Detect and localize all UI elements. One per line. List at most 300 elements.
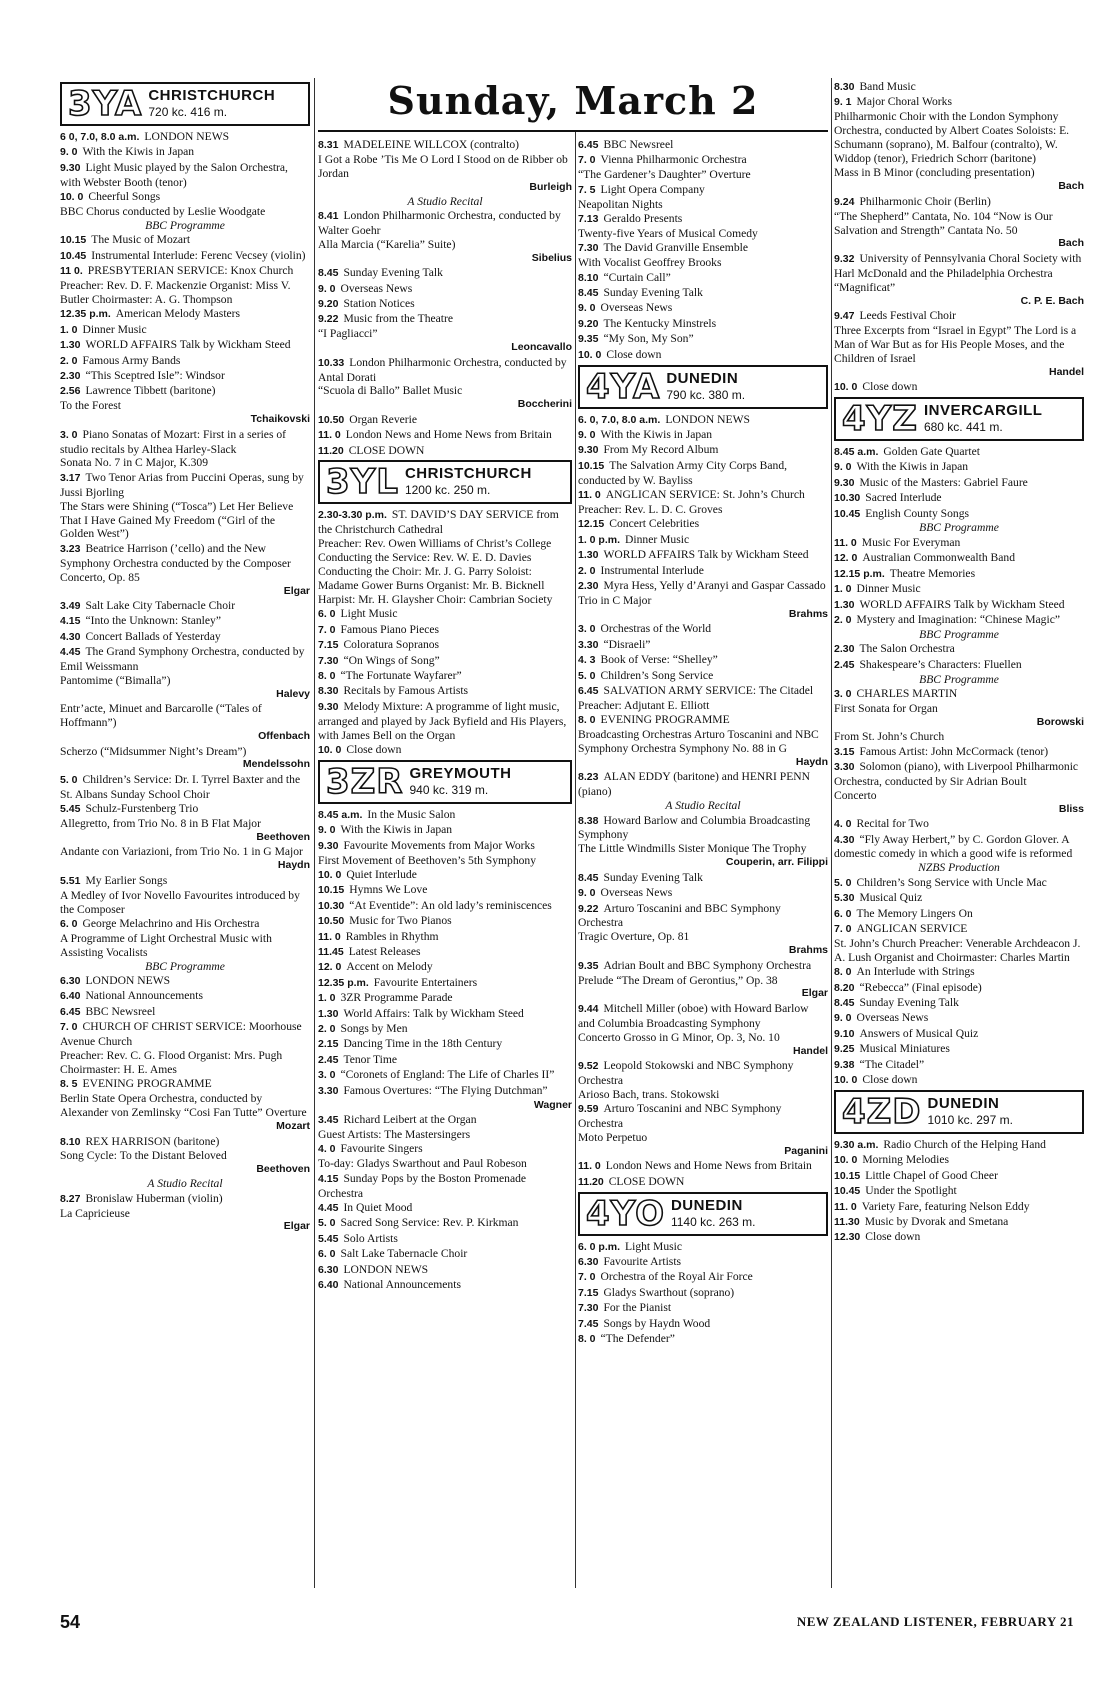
entry-title: Leeds Festival Choir xyxy=(859,309,957,322)
entry-time: 5.45 xyxy=(318,1232,339,1245)
programme-list xyxy=(578,138,828,363)
entry-time: 8.41 xyxy=(318,210,339,223)
entry-line xyxy=(834,1011,1084,1026)
entry-line xyxy=(60,802,310,817)
entry-time: 10. 0 xyxy=(318,743,342,756)
entry-time: 5. 0 xyxy=(318,1217,336,1230)
entry-time: 6.45 xyxy=(60,1005,81,1018)
column-rule xyxy=(575,132,576,1588)
entry-line xyxy=(318,700,572,743)
programme-entry xyxy=(318,312,572,355)
station-call: 3ZR xyxy=(326,761,404,802)
entry-detail: BBC Chorus conducted by Leslie Woodgate xyxy=(60,205,266,219)
programme-entry xyxy=(318,930,572,945)
entry-line xyxy=(318,1172,572,1201)
entry-title: Dinner Music xyxy=(82,322,147,336)
programme-entry xyxy=(318,976,572,991)
entry-line xyxy=(318,297,572,312)
entry-title: American Melody Masters xyxy=(115,307,241,321)
entry-line xyxy=(578,814,828,843)
entry-title: Beatrice Harrison (’cello) and the New Symphony Orchestra conducted by the Composer xyxy=(60,541,291,570)
entry-line xyxy=(60,307,310,322)
entry-line xyxy=(834,1058,1084,1073)
entry-line xyxy=(578,1286,828,1301)
entry-time: 10.15 xyxy=(834,1169,861,1182)
entry-time: 3. 0 xyxy=(318,1069,336,1082)
programme-entry xyxy=(318,1216,572,1231)
entry-composer: Mendelssohn xyxy=(242,758,310,771)
entry-line xyxy=(318,839,572,854)
entry-line xyxy=(60,471,310,500)
entry-title: Two Tenor Arias from Puccini Operas, sung by Jussi Bjorling xyxy=(60,470,304,499)
entry-detail: Guest Artists: The Mastersingers xyxy=(318,1127,471,1141)
programme-entry xyxy=(834,460,1084,475)
entry-title: Children’s Song Service xyxy=(600,668,714,682)
column-rule xyxy=(314,78,315,1588)
entry-title: Adrian Boult and BBC Symphony Orchestra xyxy=(603,958,812,972)
programme-entry xyxy=(318,1053,572,1068)
entry-line xyxy=(834,1027,1084,1042)
column-2 xyxy=(318,138,572,1293)
entry-title: “Coronets of England: The Life of Charles II” xyxy=(340,1068,555,1082)
station-frequency: 1010 kc. 297 m. xyxy=(927,1112,1013,1127)
entry-composer: Bliss xyxy=(1058,802,1084,815)
programme-entry xyxy=(60,1192,310,1235)
entry-title: Salt Lake Tabernacle Choir xyxy=(340,1247,468,1261)
entry-time: 4. 0 xyxy=(318,1143,336,1156)
entry-line xyxy=(60,989,310,1004)
entry-title: London Philharmonic Orchestra, conducted by Antal Dorati xyxy=(318,355,567,384)
entry-title: Answers of Musical Quiz xyxy=(859,1026,979,1040)
entry-time: 8.38 xyxy=(578,814,599,827)
entry-title: Bronislaw Huberman (violin) xyxy=(85,1191,223,1205)
entry-time: 2.56 xyxy=(60,385,81,398)
entry-title: The David Granville Ensemble xyxy=(603,241,748,255)
entry-time: 9.22 xyxy=(578,902,599,915)
entry-line xyxy=(834,1200,1084,1215)
entry-detail: Preacher: Rev. C. G. Flood Organist: Mrs. Pugh Choirmaster: H. E. Ames xyxy=(60,1049,283,1076)
station-logo-3zr xyxy=(318,760,572,804)
entry-line xyxy=(578,212,828,227)
entry-detail: First Movement of Beethoven’s 5th Symphony xyxy=(318,853,537,867)
programme-entry xyxy=(578,564,828,579)
entry-line xyxy=(60,323,310,338)
entry-line xyxy=(578,348,828,363)
entry-time: 6.40 xyxy=(318,1278,339,1291)
programme-entry xyxy=(834,965,1084,980)
programme-entry xyxy=(578,684,828,713)
programme-entry xyxy=(834,551,1084,566)
entry-line xyxy=(60,745,310,759)
entry-credit: A Studio Recital xyxy=(147,1177,223,1191)
entry-line xyxy=(60,542,310,571)
entry-line xyxy=(578,459,828,488)
programme-entry xyxy=(318,743,572,758)
entry-line xyxy=(60,190,310,205)
entry-detail: Pantomime (“Bimalla”) xyxy=(60,674,171,688)
programme-entry xyxy=(578,1175,828,1190)
entry-title: WORLD AFFAIRS Talk by Wickham Steed xyxy=(859,597,1065,611)
entry-title: Children’s Song Service with Uncle Mac xyxy=(856,875,1047,889)
entry-line xyxy=(578,1255,828,1270)
entry-time: 11. 0 xyxy=(834,1200,857,1213)
entry-title: In the Music Salon xyxy=(367,807,456,821)
entry-composer: Brahms xyxy=(788,607,828,620)
entry-title: The Kentucky Minstrels xyxy=(603,316,717,330)
programme-entry xyxy=(60,384,310,427)
station-logo-4zd xyxy=(834,1090,1084,1134)
entry-line xyxy=(578,332,828,347)
entry-line xyxy=(318,930,572,945)
entry-line xyxy=(578,564,828,579)
entry-time: 11. 0 xyxy=(578,489,601,502)
programme-entry xyxy=(578,959,828,1002)
entry-time: 6.30 xyxy=(318,1263,339,1276)
entry-title: An Interlude with Strings xyxy=(856,965,975,979)
entry-title: Instrumental Interlude: Ferenc Vecsey (violin) xyxy=(91,248,306,262)
entry-title: University of Pennsylvania Choral Society with Harl McDonald and the Philadelphia Orchestra xyxy=(834,251,1082,280)
programme-entry xyxy=(318,297,572,312)
entry-composer: Paganini xyxy=(784,1144,828,1157)
entry-detail: La Capricieuse xyxy=(60,1206,130,1220)
programme-entry xyxy=(318,607,572,622)
programme-entry xyxy=(318,1037,572,1052)
programme-entry xyxy=(578,153,828,182)
entry-line xyxy=(60,702,310,730)
entry-line xyxy=(318,312,572,327)
entry-line xyxy=(834,1215,1084,1230)
entry-line xyxy=(834,1153,1084,1168)
entry-line xyxy=(834,80,1084,95)
programme-entry xyxy=(834,195,1084,252)
station-call: 4YZ xyxy=(842,398,918,439)
entry-title: Dinner Music xyxy=(625,532,690,546)
programme-entry xyxy=(60,338,310,353)
entry-line xyxy=(578,1240,828,1255)
entry-time: 7.30 xyxy=(578,1302,599,1315)
programme-entry xyxy=(578,212,828,241)
entry-title: Tenor Time xyxy=(343,1052,398,1066)
entry-time: 9.52 xyxy=(578,1059,599,1072)
entry-title: Songs by Men xyxy=(340,1022,408,1036)
programme-entry xyxy=(834,507,1084,536)
entry-title: Famous Army Bands xyxy=(82,353,181,367)
entry-title: Organ Reverie xyxy=(349,412,417,426)
entry-detail: To-day: Gladys Swarthout and Paul Robeson xyxy=(318,1157,527,1171)
programme-entry xyxy=(578,713,828,770)
entry-line xyxy=(60,599,310,614)
entry-line xyxy=(318,209,572,238)
entry-line xyxy=(318,669,572,684)
entry-title: Light Music xyxy=(340,607,398,621)
entry-line xyxy=(834,730,1084,744)
entry-composer: Burleigh xyxy=(529,180,572,193)
entry-time: 3. 0 xyxy=(578,623,596,636)
entry-time: 9.35 xyxy=(578,333,599,346)
entry-line xyxy=(578,533,828,548)
entry-line xyxy=(318,914,572,929)
entry-time: 4.30 xyxy=(834,833,855,846)
entry-line xyxy=(318,960,572,975)
entry-title: Scherzo (“Midsummer Night’s Dream”) xyxy=(60,744,247,758)
station-frequency: 680 kc. 441 m. xyxy=(923,419,1003,434)
entry-time: 8.31 xyxy=(318,139,339,151)
programme-entry xyxy=(578,653,828,668)
entry-line xyxy=(318,868,572,883)
entry-time: 3.15 xyxy=(834,745,855,758)
programme-entry xyxy=(60,614,310,629)
entry-title: Instrumental Interlude xyxy=(600,563,704,577)
entry-time: 11.20 xyxy=(578,1175,604,1188)
entry-title: BBC Newsreel xyxy=(603,138,674,151)
station-call: 4ZD xyxy=(842,1091,922,1132)
entry-time: 8.10 xyxy=(578,271,599,284)
programme-entry xyxy=(60,369,310,384)
programme-entry xyxy=(578,533,828,548)
entry-time: 1. 0 xyxy=(60,323,78,336)
entry-line xyxy=(578,653,828,668)
station-city: DUNEDIN xyxy=(666,369,739,387)
programme-entry xyxy=(60,1135,310,1192)
entry-time: 10.30 xyxy=(834,492,861,505)
entry-title: Children’s Service: Dr. I. Tyrrel Baxter and the St. Albans Sunday School Choir xyxy=(60,772,301,801)
programme-entry xyxy=(834,1230,1084,1245)
programme-entry xyxy=(834,309,1084,380)
entry-composer: C. P. E. Bach xyxy=(1020,294,1084,307)
programme-entry xyxy=(318,428,572,443)
entry-title: “Fly Away Herbert,” by C. Gordon Glover. A domestic comedy in which a good wife is reformed xyxy=(834,832,1073,861)
entry-line xyxy=(318,1022,572,1037)
programme-entry xyxy=(318,868,572,883)
entry-time: 9. 0 xyxy=(318,824,336,837)
entry-line xyxy=(578,770,828,799)
entry-line xyxy=(578,1332,828,1347)
entry-time: 7. 0 xyxy=(834,922,852,935)
page-number: 54 xyxy=(60,1612,81,1632)
entry-title: Overseas News xyxy=(340,281,413,295)
programme-entry xyxy=(834,1138,1084,1153)
programme-entry xyxy=(318,883,572,898)
entry-credit: A Studio Recital xyxy=(665,799,741,813)
entry-time: 10.50 xyxy=(318,413,345,426)
programme-entry xyxy=(578,517,828,532)
entry-title: 3ZR Programme Parade xyxy=(340,991,453,1005)
entry-detail: I Got a Robe ’Tis Me O Lord I Stood on de Ribber ob Jordan xyxy=(318,152,568,180)
programme-entry xyxy=(318,282,572,297)
entry-time: 9. 0 xyxy=(578,429,596,441)
entry-title: Close down xyxy=(346,742,402,756)
entry-time: 9. 1 xyxy=(834,96,852,109)
programme-entry xyxy=(578,548,828,563)
entry-time: 4. 0 xyxy=(834,818,852,831)
programme-entry xyxy=(578,1002,828,1059)
entry-title: Mass in B Minor (concluding presentation) xyxy=(834,166,1035,180)
entry-time: 11.30 xyxy=(834,1215,860,1228)
programme-entry xyxy=(578,1102,828,1159)
entry-title: Latest Releases xyxy=(348,945,421,958)
entry-line xyxy=(60,773,310,802)
station-logo-3ya xyxy=(60,82,310,126)
station-logo-3yl xyxy=(318,460,572,504)
entry-time: 9.10 xyxy=(834,1027,855,1040)
entry-title: CLOSE DOWN xyxy=(348,443,425,457)
entry-title: With the Kiwis in Japan xyxy=(600,428,713,441)
entry-time: 6.45 xyxy=(578,684,599,697)
programme-entry xyxy=(834,166,1084,194)
programme-entry xyxy=(834,1011,1084,1026)
programme-entry xyxy=(318,700,572,743)
entry-line xyxy=(834,1184,1084,1199)
entry-time: 3.23 xyxy=(60,542,81,555)
entry-time: 1. 0 p.m. xyxy=(578,533,621,546)
entry-line xyxy=(60,354,310,369)
entry-line xyxy=(318,1113,572,1128)
entry-title: Music by Dvorak and Smetana xyxy=(864,1214,1009,1228)
entry-detail: Trio in C Major xyxy=(578,593,652,607)
entry-title: Richard Leibert at the Organ xyxy=(343,1112,477,1126)
entry-title: “The Fortunate Wayfarer” xyxy=(340,668,462,682)
entry-composer: Tchaikovski xyxy=(250,413,310,426)
entry-time: 4.15 xyxy=(60,615,81,628)
programme-entry xyxy=(318,960,572,975)
programme-entry xyxy=(318,1263,572,1278)
entry-time: 5. 0 xyxy=(60,773,78,786)
entry-line xyxy=(60,1020,310,1049)
entry-title: Dinner Music xyxy=(856,582,921,596)
entry-title: Famous Artist: John McCormack (tenor) xyxy=(859,744,1049,758)
entry-time: 3.45 xyxy=(318,1113,339,1126)
entry-time: 1.30 xyxy=(318,1007,339,1020)
entry-time: 10.15 xyxy=(318,884,345,897)
station-city: CHRISTCHURCH xyxy=(148,87,276,104)
entry-line xyxy=(318,282,572,297)
entry-title: National Announcements xyxy=(85,989,203,1003)
entry-time: 11. 0 xyxy=(578,1160,601,1173)
entry-title: Favourite Movements from Major Works xyxy=(343,838,535,852)
entry-time: 10. 0 xyxy=(578,348,602,361)
entry-time: 3.30 xyxy=(578,638,599,651)
station-logo-4yo xyxy=(578,1192,828,1236)
entry-line xyxy=(578,1102,828,1131)
entry-detail: “Magnificat” xyxy=(834,280,896,294)
programme-entry xyxy=(318,508,572,606)
programme-entry xyxy=(318,638,572,653)
entry-line xyxy=(318,1007,572,1022)
entry-detail: Twenty-five Years of Musical Comedy xyxy=(578,226,758,240)
entry-title: Musical Quiz xyxy=(859,891,923,905)
programme-entry xyxy=(578,1255,828,1270)
entry-line xyxy=(60,1077,310,1092)
entry-line xyxy=(834,551,1084,566)
entry-time: 1.30 xyxy=(578,549,599,562)
entry-credit: BBC Programme xyxy=(145,218,225,232)
entry-time: 7.30 xyxy=(578,242,599,255)
entry-time: 9.35 xyxy=(578,959,599,972)
entry-title: In Quiet Mood xyxy=(343,1200,413,1214)
entry-line xyxy=(578,1317,828,1332)
entry-line xyxy=(578,684,828,699)
programme-entry xyxy=(834,445,1084,460)
entry-line xyxy=(60,369,310,384)
programme-entry xyxy=(834,1215,1084,1230)
entry-line xyxy=(578,959,828,974)
entry-detail: St. John’s Church Preacher: Venerable Archdeacon J. A. Lush Organist and Choirmaster: Charles Martin xyxy=(834,936,1081,964)
entry-time: 7.13 xyxy=(578,213,599,226)
entry-composer: Beethoven xyxy=(256,831,310,843)
entry-line xyxy=(834,687,1084,702)
entry-line xyxy=(60,614,310,629)
entry-time: 9.20 xyxy=(578,317,599,330)
entry-detail: Sonata No. 7 in C Major, K.309 xyxy=(60,456,208,470)
entry-title: Music For Everyman xyxy=(861,535,961,549)
programme-entry xyxy=(578,669,828,684)
entry-title: Favourite Entertainers xyxy=(373,975,478,989)
programme-entry xyxy=(578,428,828,443)
station-frequency: 720 kc. 416 m. xyxy=(148,105,228,119)
entry-time: 6.45 xyxy=(578,139,599,151)
programme-list xyxy=(578,413,828,1190)
entry-title: “On Wings of Song” xyxy=(343,653,440,667)
entry-line xyxy=(318,1201,572,1216)
entry-title: Leopold Stokowski and NBC Symphony Orchestra xyxy=(578,1058,794,1087)
entry-line xyxy=(60,974,310,989)
programme-entry xyxy=(60,802,310,845)
programme-entry xyxy=(318,808,572,823)
entry-title: “Rebecca” (Final episode) xyxy=(859,980,982,994)
entry-title: Gladys Swarthout (soprano) xyxy=(603,1285,735,1299)
entry-line xyxy=(834,309,1084,324)
entry-title: Music of the Masters: Gabriel Faure xyxy=(859,475,1028,489)
entry-time: 9.25 xyxy=(834,1043,855,1056)
programme-entry xyxy=(318,669,572,684)
entry-title: Famous Overtures: “The Flying Dutchman” xyxy=(343,1083,548,1097)
entry-line xyxy=(60,249,310,264)
running-head: NEW ZEALAND LISTENER, FEBRUARY 21 xyxy=(796,1614,1074,1629)
entry-title: With the Kiwis in Japan xyxy=(82,145,195,159)
programme-entry xyxy=(834,817,1084,832)
entry-line xyxy=(578,153,828,168)
programme-entry xyxy=(318,1172,572,1201)
entry-line xyxy=(578,428,828,443)
programme-entry xyxy=(60,702,310,744)
entry-title: Close down xyxy=(606,347,662,361)
entry-title: LONDON NEWS xyxy=(144,130,230,143)
entry-time: 5.51 xyxy=(60,874,81,887)
programme-entry xyxy=(318,1113,572,1142)
entry-line xyxy=(834,996,1084,1011)
entry-time: 8.23 xyxy=(578,771,599,784)
entry-time: 8.20 xyxy=(834,981,855,994)
entry-title: Close down xyxy=(865,1230,921,1244)
entry-line xyxy=(578,301,828,316)
programme-entry xyxy=(578,286,828,301)
entry-line xyxy=(60,161,310,190)
entry-title: Light Music xyxy=(625,1239,683,1253)
entry-title: Major Choral Works xyxy=(856,95,952,109)
programme-entry xyxy=(834,1153,1084,1168)
entry-composer: Borowski xyxy=(1036,715,1084,728)
entry-composer: Bach xyxy=(1058,180,1084,193)
entry-time: 10.15 xyxy=(578,459,605,472)
entry-title: Sacred Song Service: Rev. P. Kirkman xyxy=(340,1216,519,1230)
column-4 xyxy=(834,80,1084,1246)
entry-line xyxy=(834,613,1084,628)
entry-title: Favourite Artists xyxy=(603,1255,682,1269)
entry-composer: Wagner xyxy=(533,1098,572,1111)
entry-line xyxy=(834,965,1084,980)
entry-title: Sunday Evening Talk xyxy=(603,286,703,300)
entry-line xyxy=(578,1059,828,1088)
